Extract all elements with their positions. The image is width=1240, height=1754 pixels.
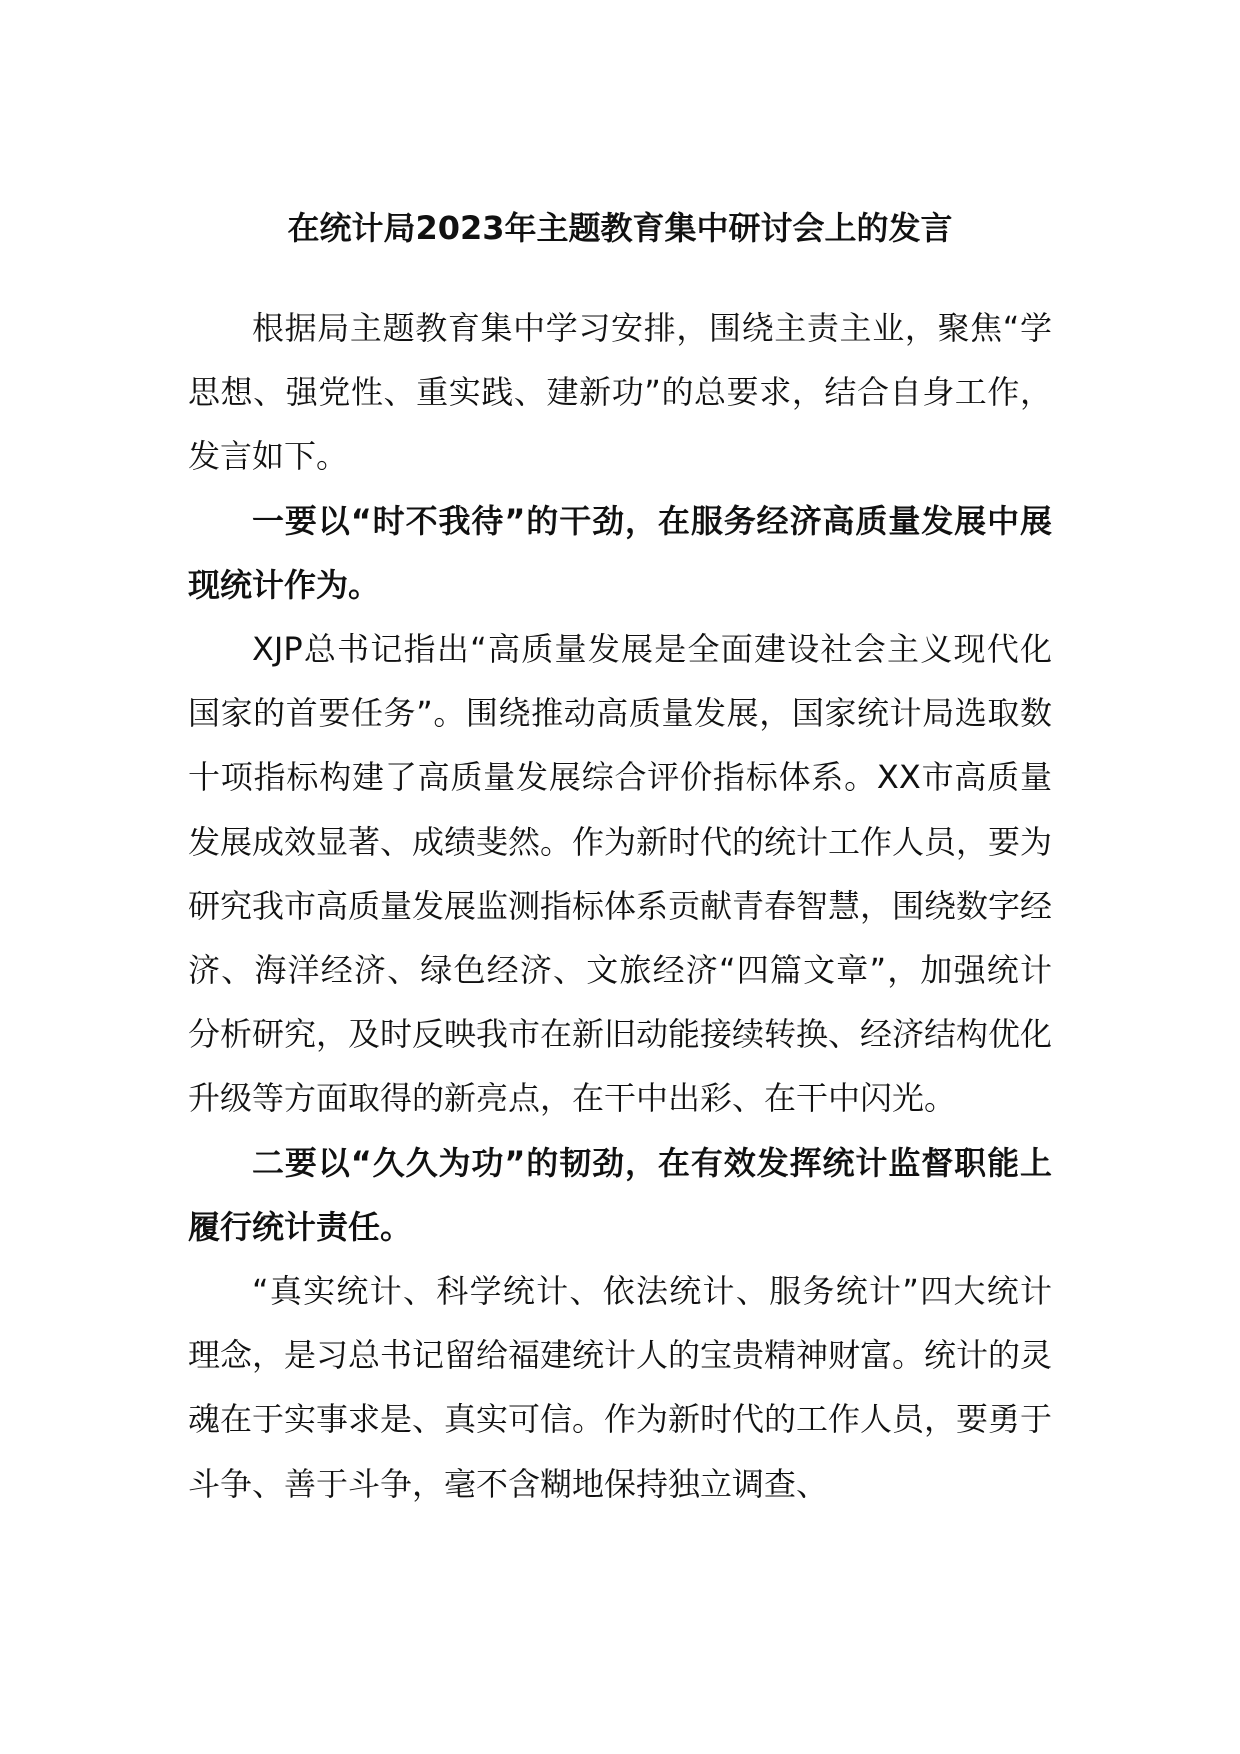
paragraph-section-2: “真实统计、科学统计、依法统计、服务统计”四大统计理念，是习总书记留给福建统计人的宝贵精神财富。统计的灵魂在于实事求是、真实可信。作为新时代的工作人员，要勇于斗争、善于斗争，毫不含糊地保持独立调查、 [188,1272,1053,1503]
paragraph-intro: 根据局主题教育集中学习安排，围绕主责主业，聚焦“学思想、强党性、重实践、建新功”的总要求，结合自身工作，发言如下。 [188,309,1052,476]
section-heading-2: 二要以“久久为功”的韧劲，在有效发挥统计监督职能上履行统计责任。 [188,1143,1052,1246]
section-heading-1: 一要以“时不我待”的干劲，在服务经济高质量发展中展现统计作为。 [188,501,1052,604]
document-body [188,296,1052,1516]
paragraph-section-1: XJP总书记指出“高质量发展是全面建设社会主义现代化国家的首要任务”。围绕推动高质量发展，国家统计局选取数十项指标构建了高质量发展综合评价指标体系。XX市高质量发展成效显著、成绩斐然。作为新时代的统计工作人员，要为研究我市高质量发展监测指标体系贡献青春智慧，围绕数字经济、海洋经济、绿色经济、文旅经济“四篇文章”，加强统计分析研究，及时反映我市在新旧动能接续转换、经济结构优化升级等方面取得的新亮点，在干中出彩、在干中闪光。 [188,630,1053,1118]
document-title: 在统计局2023年主题教育集中研讨会上的发言 [287,209,953,247]
